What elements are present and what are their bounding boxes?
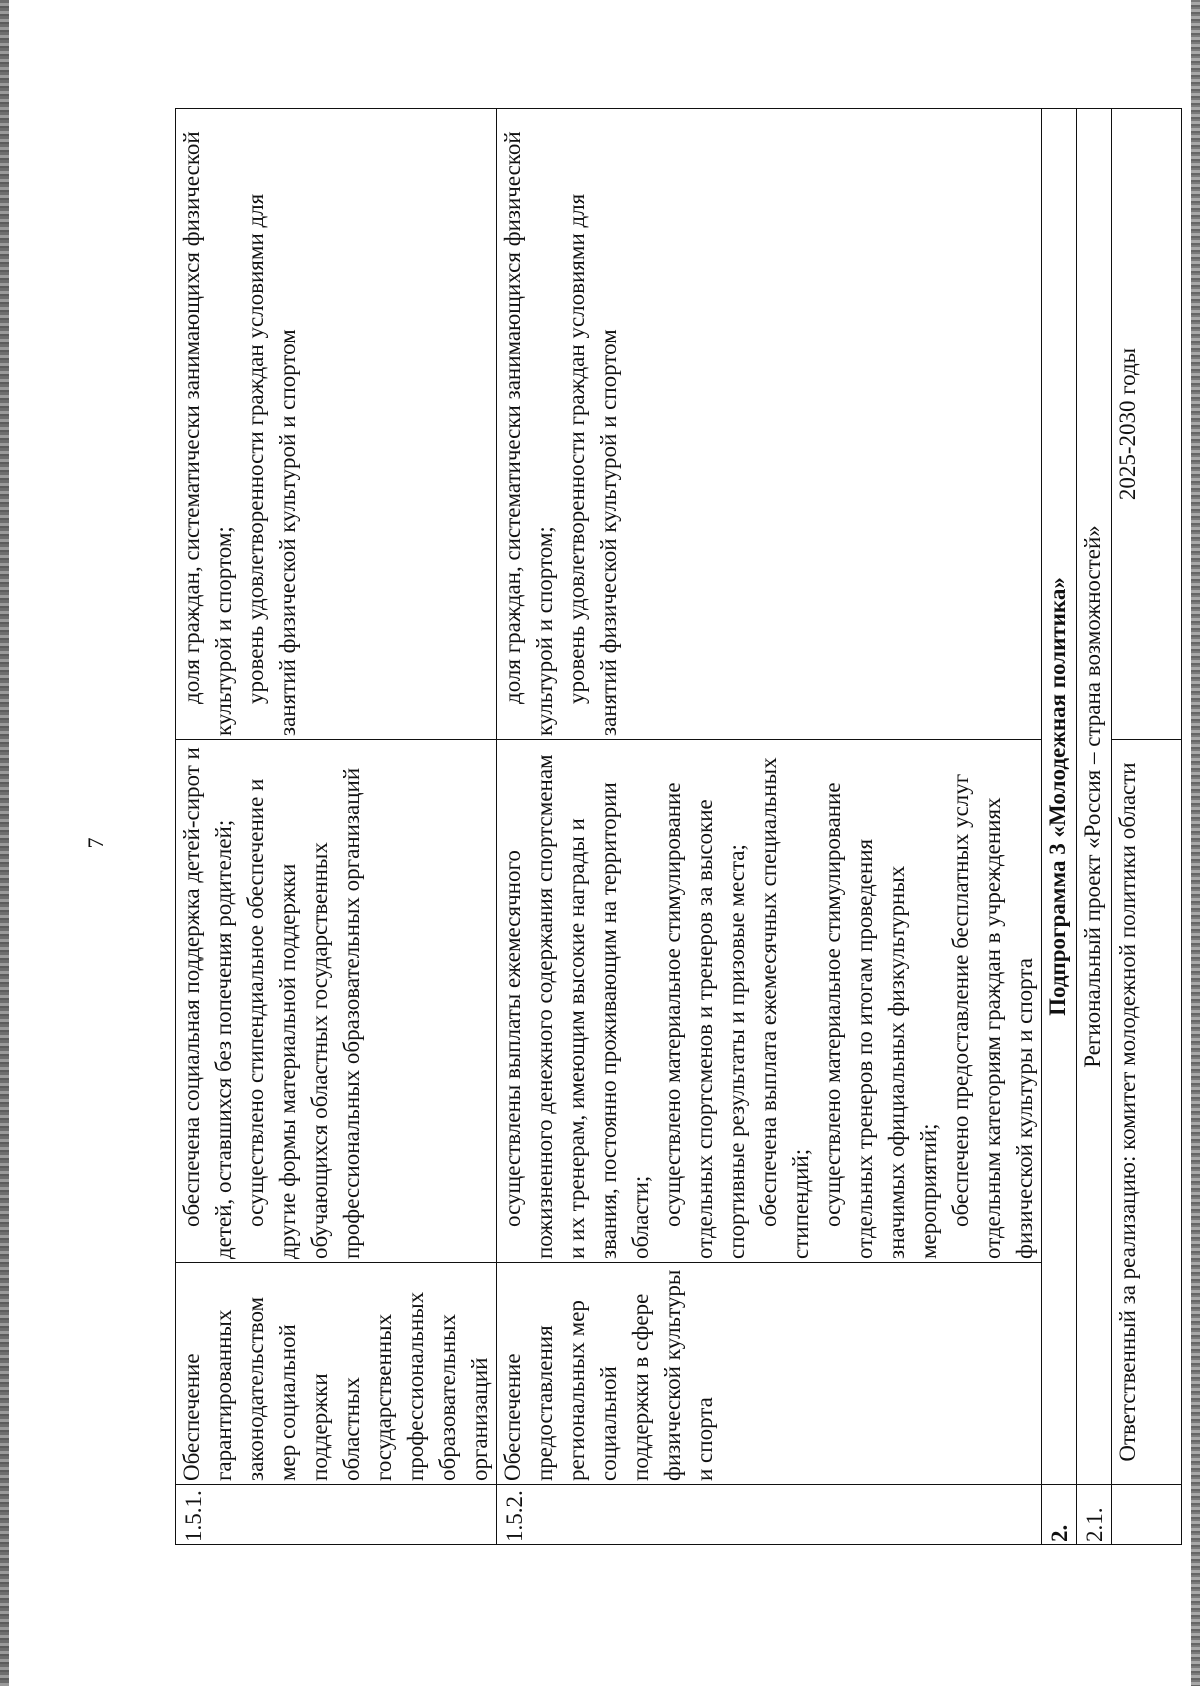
result-paragraph: осуществлено материальное стимулирование отдельных спортсменов и тренеров за высокие спортивные результаты и призовые места; — [660, 782, 749, 1259]
implementation-period: 2025-2030 годы — [1112, 109, 1182, 740]
responsible-row — [1112, 109, 1182, 1545]
indicator-paragraph: доля граждан, систематически занимающихся физической культурой и спортом; — [500, 131, 557, 736]
results-cell — [176, 740, 497, 1263]
task-cell: Обеспечение предоставления региональных мер социальной поддержки в сфере физической культуры и спорта — [497, 1263, 1042, 1485]
task-cell: Обеспечение гарантированных законодательством мер социальной поддержки областных государственных профессиональных образовательных организаций — [176, 1263, 497, 1485]
row-number: 2. — [1042, 1485, 1077, 1545]
scan-edge-right — [1191, 0, 1200, 1686]
project-row — [1077, 109, 1112, 1545]
table-row — [497, 109, 1042, 1545]
indicators-cell — [176, 109, 497, 740]
row-number: 1.5.1. — [176, 1485, 497, 1545]
empty-number-cell — [1112, 1485, 1182, 1545]
indicator-paragraph: уровень удовлетворенности граждан условиями для занятий физической культурой и спортом — [564, 193, 621, 736]
row-number: 1.5.2. — [497, 1485, 1042, 1545]
row-number: 2.1. — [1077, 1485, 1112, 1545]
project-title: Региональный проект «Россия – страна возможностей» — [1077, 109, 1112, 1485]
responsible-label: Ответственный за реализацию: комитет молодежной политики области — [1112, 740, 1182, 1485]
indicator-paragraph: доля граждан, систематически занимающихся физической культурой и спортом; — [179, 131, 236, 736]
indicator-paragraph: уровень удовлетворенности граждан условиями для занятий физической культурой и спортом — [243, 193, 300, 736]
table-row — [176, 109, 497, 1545]
result-paragraph: обеспечена выплата ежемесячных специальных стипендий; — [756, 757, 813, 1259]
result-paragraph: осуществлено стипендиальное обеспечение и другие формы материальной поддержки обучающихся областных государственных профессиональных образовательных организаций — [243, 767, 364, 1259]
results-cell — [497, 740, 1042, 1263]
scan-edge-left — [0, 0, 9, 1686]
document-table-area — [175, 109, 1140, 1545]
program-table — [175, 108, 1182, 1545]
rotated-page-content — [175, 109, 1140, 1545]
result-paragraph: обеспечено предоставление бесплатных услуг отдельным категориям граждан в учреждениях физической культуры и спорта — [948, 773, 1037, 1259]
subprogram-row — [1042, 109, 1077, 1545]
page-number: 7 — [83, 837, 108, 849]
result-paragraph: осуществлено материальное стимулирование отдельных тренеров по итогам проведения значимых официальных физкультурных мероприятий; — [820, 782, 941, 1259]
result-paragraph: обеспечена социальная поддержка детей-сирот и детей, оставшихся без попечения родителей; — [179, 747, 236, 1259]
indicators-cell — [497, 109, 1042, 740]
result-paragraph: осуществлены выплаты ежемесячного пожизненного денежного содержания спортсменам и их тренерам, имеющим высокие награды и звания, постоянно проживающим на территории области; — [500, 754, 653, 1259]
subprogram-title: Подпрограмма 3 «Молодежная политика» — [1042, 109, 1077, 1485]
